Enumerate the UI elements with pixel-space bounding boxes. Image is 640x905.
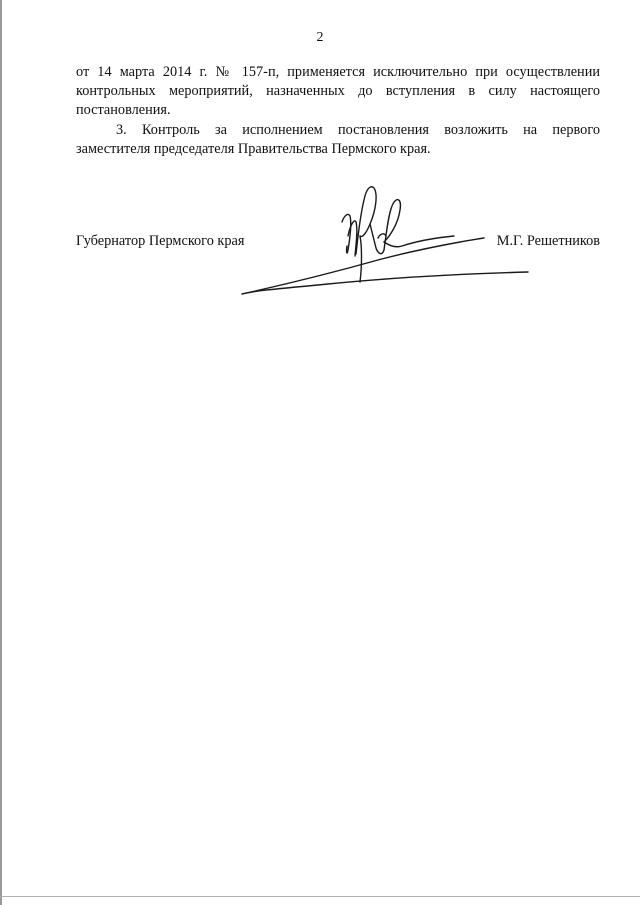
paragraph-line: контрольных мероприятий, назначенных до вступления в силу настоящего xyxy=(76,83,600,99)
scan-edge-bottom xyxy=(0,896,640,897)
handwritten-signature xyxy=(238,176,538,300)
paragraph-line: заместителя председателя Правительства Пермского края. xyxy=(76,141,431,157)
scan-edge-left xyxy=(0,0,2,905)
signatory-title: Губернатор Пермского края xyxy=(76,233,245,249)
paragraph-line: постановления. xyxy=(76,102,171,118)
paragraph-item-3 xyxy=(76,121,600,159)
paragraph-continuation xyxy=(76,63,600,120)
page-number: 2 xyxy=(316,30,324,45)
paragraph-line: от 14 марта 2014 г. № 157-п, применяется исключительно при осуществлении xyxy=(76,64,600,80)
paragraph-line: 3. Контроль за исполнением постановления возложить на первого xyxy=(116,122,600,138)
signatory-name: М.Г. Решетников xyxy=(496,233,600,249)
